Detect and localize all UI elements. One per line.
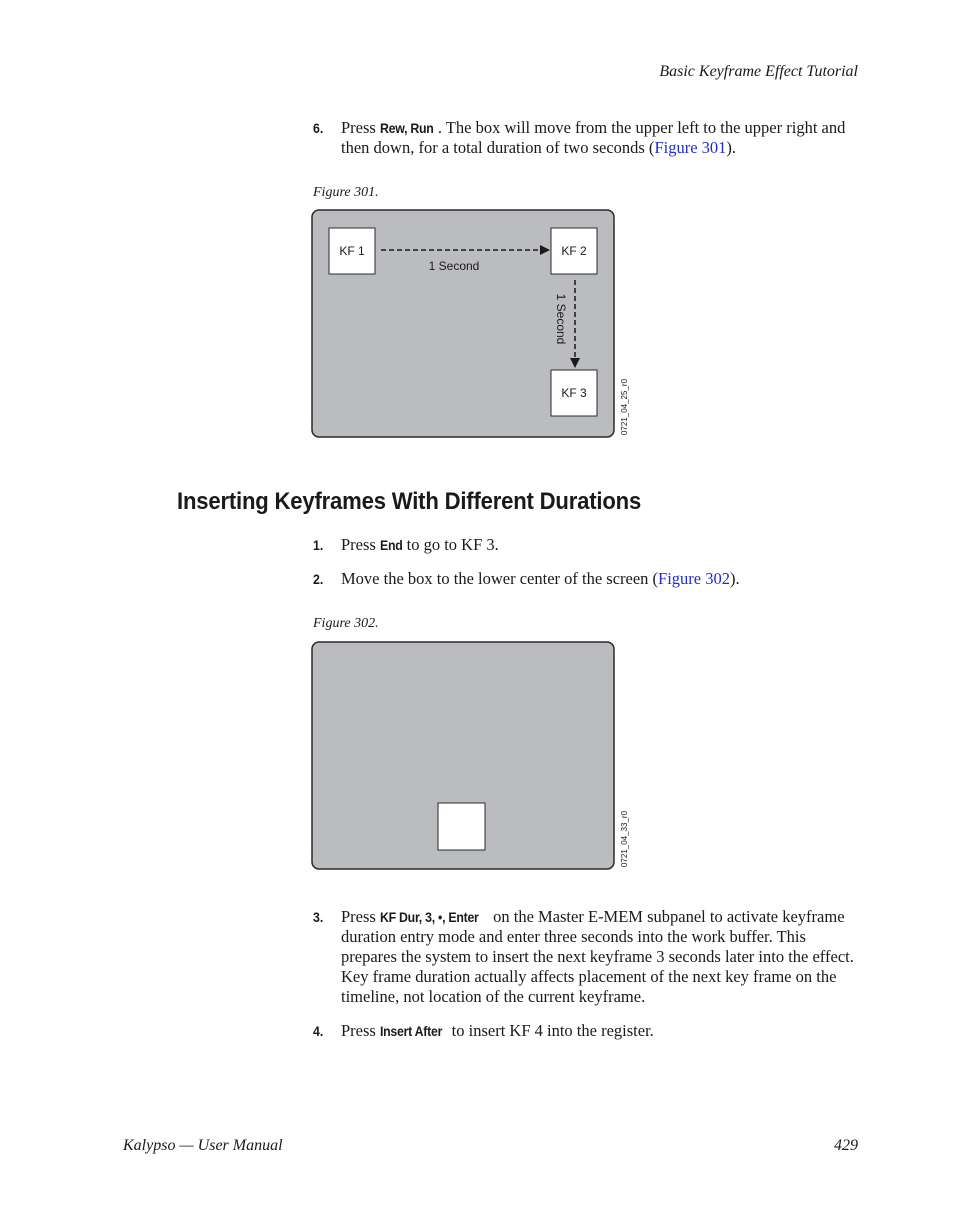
horizontal-duration-label: 1 Second	[428, 259, 480, 273]
step-text: Press Rew, Run . The box will move from the upper left to the upper right and then down, for a total duration of two seconds (Figure 301).	[341, 118, 846, 157]
figure-302-caption: Figure 302.	[313, 616, 379, 631]
footer-manual-title: Kalypso — User Manual	[123, 1137, 283, 1154]
step-number: 4.	[313, 1023, 324, 1039]
figure-302-link[interactable]: Figure 302	[658, 569, 731, 588]
step-number: 6.	[313, 120, 324, 136]
figure-302	[311, 641, 636, 874]
figure-code: 0721_04_25_r0	[620, 378, 629, 436]
step-2	[313, 569, 858, 589]
step-text: Press Insert After to insert KF 4 into the register.	[341, 1021, 654, 1040]
step-number: 3.	[313, 909, 324, 925]
figure-301	[311, 209, 636, 442]
step-text: Press KF Dur, 3, •, Enter on the Master E-MEM subpanel to activate keyframe duration entry mode and enter three seconds into the work buffer. This prepares the system to insert the next keyframe 3 seconds later into the effect. Key frame duration actually affects placement of the next key frame on the timeline, not location of the current keyframe.	[341, 907, 854, 1006]
kf1-label: KF 1	[339, 244, 365, 258]
kf2-label: KF 2	[561, 244, 587, 258]
step-text: Move the box to the lower center of the screen (Figure 302).	[341, 569, 740, 588]
step-number: 1.	[313, 537, 324, 553]
figure-301-link[interactable]: Figure 301	[654, 138, 727, 157]
figure-301-caption: Figure 301.	[313, 185, 379, 200]
step-4	[313, 1021, 858, 1041]
moved-box	[438, 803, 485, 850]
keyword: KF Dur, 3, •, Enter	[379, 909, 479, 925]
step-3	[313, 907, 858, 1007]
step-number: 2.	[313, 571, 324, 587]
figure-code: 0721_04_33_r0	[620, 810, 629, 868]
running-header: Basic Keyframe Effect Tutorial	[659, 63, 858, 80]
keyword: End	[379, 537, 403, 553]
step-1	[313, 535, 858, 555]
section-heading: Inserting Keyframes With Different Durations	[177, 488, 642, 515]
kf3-label: KF 3	[561, 386, 587, 400]
vertical-duration-label: 1 Second	[554, 293, 568, 345]
step-6	[313, 118, 858, 158]
keyword: Rew, Run	[379, 120, 434, 136]
keyword: Insert After	[379, 1023, 443, 1039]
page-number: 429	[834, 1137, 858, 1154]
step-text: Press End to go to KF 3.	[341, 535, 499, 554]
